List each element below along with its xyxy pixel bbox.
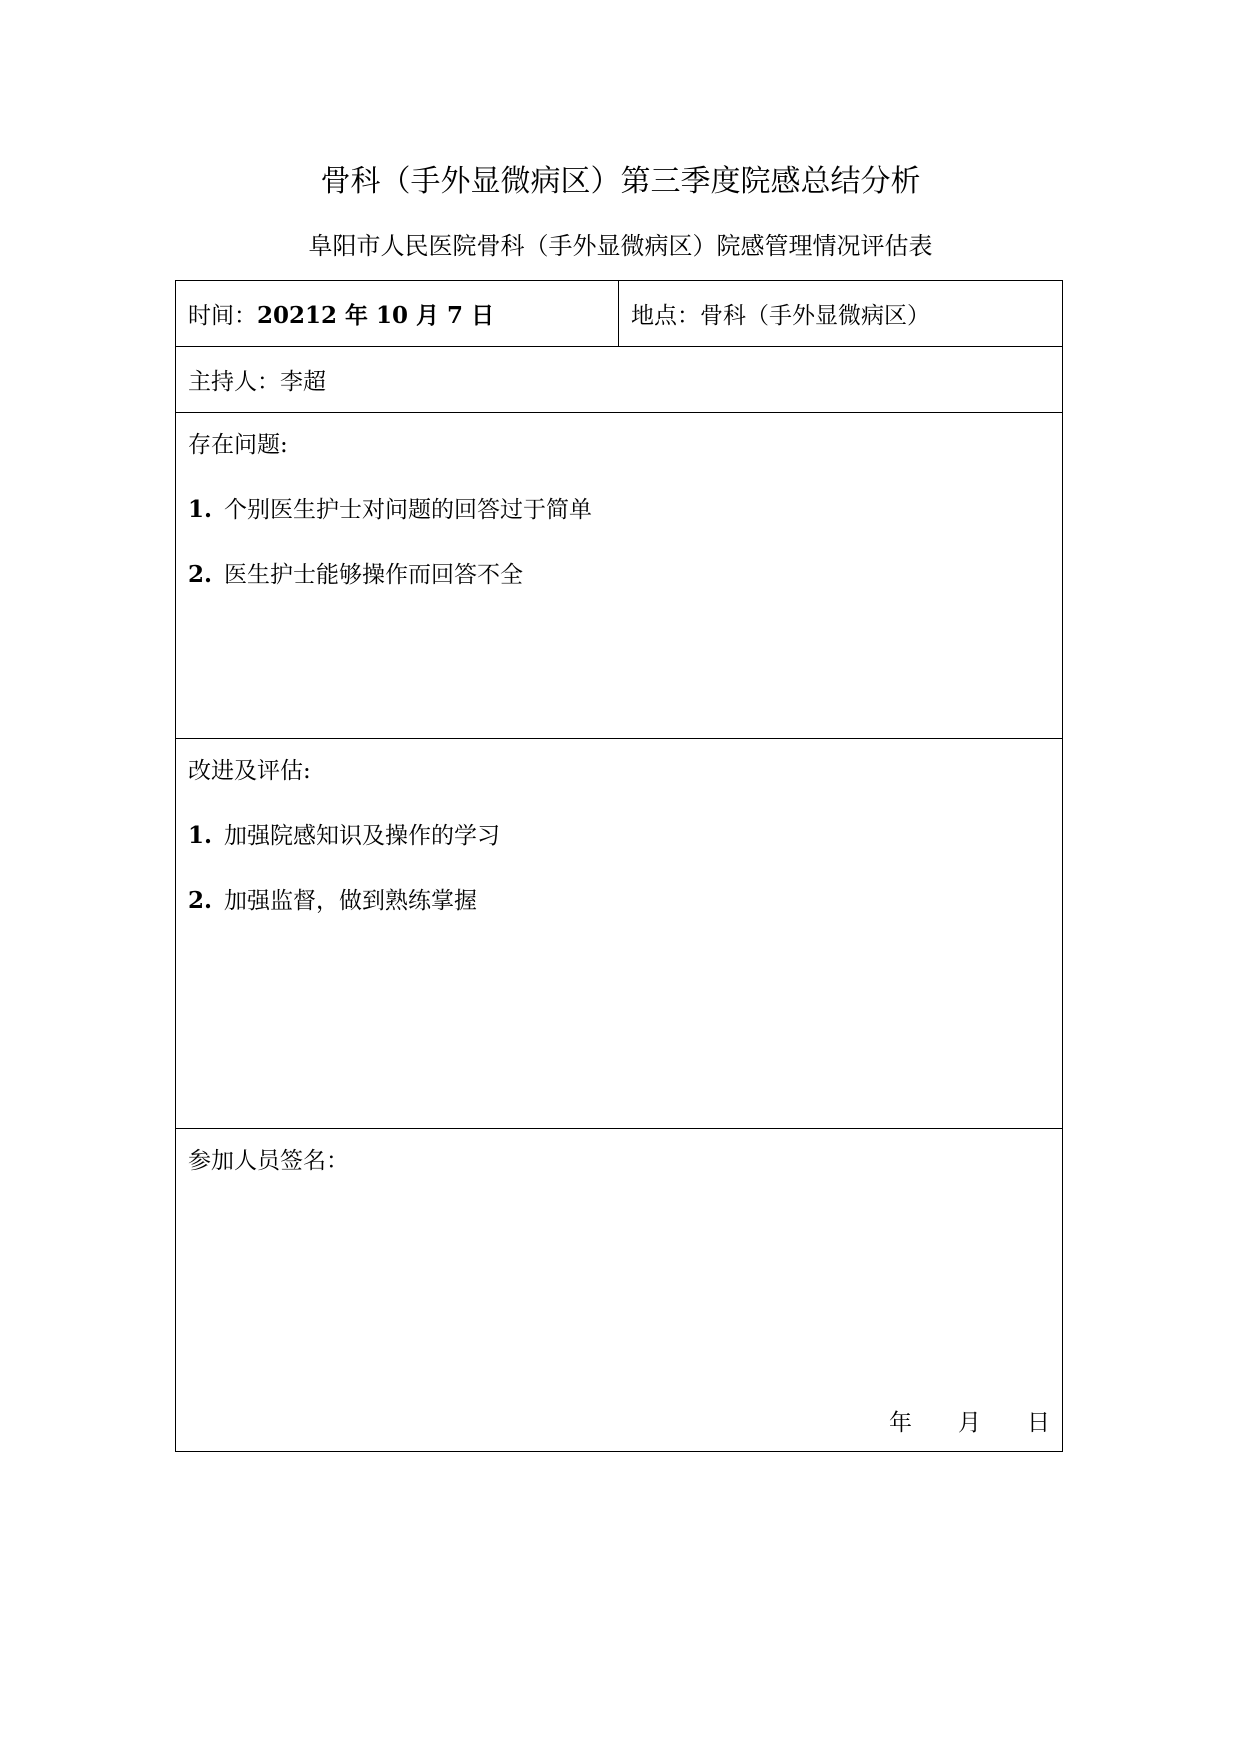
time-cell [176, 281, 619, 346]
improvement-row [176, 739, 1062, 1129]
host-value: 李超 [280, 369, 326, 395]
problems-section [188, 427, 1050, 593]
signature-row [176, 1129, 1062, 1453]
list-item-number: 2. [188, 561, 213, 588]
place-value: 骨科（手外显微病区） [700, 303, 930, 329]
improvement-heading: 改进及评估: [188, 758, 311, 784]
list-item-number: 1. [188, 822, 213, 849]
list-item-text: 医生护士能够操作而回答不全 [224, 562, 523, 588]
improvement-section [188, 753, 1050, 919]
place-cell [619, 281, 1064, 346]
list-item-text: 加强监督，做到熟练掌握 [224, 888, 477, 914]
problems-heading: 存在问题: [188, 432, 288, 458]
list-item-number: 1. [188, 496, 213, 523]
time-value: 20212 年 10 月 7 日 [257, 302, 495, 329]
signature-heading: 参加人员签名： [188, 1148, 349, 1174]
time-label: 时间： [188, 303, 257, 329]
document-title: 骨科（手外显微病区）第三季度院感总结分析 [320, 164, 921, 199]
year-label: 年 [889, 1410, 912, 1436]
signature-section [188, 1143, 1050, 1179]
list-item [188, 557, 1050, 593]
list-item [188, 883, 1050, 919]
list-item-text: 个别医生护士对问题的回答过于简单 [224, 497, 592, 523]
list-item [188, 818, 1050, 854]
time-place-row [176, 281, 1062, 347]
signature-date [843, 1404, 1050, 1437]
host-label: 主持人： [188, 369, 280, 395]
host-cell [176, 347, 1062, 412]
assessment-form-table [175, 280, 1063, 1452]
document-subtitle: 阜阳市人民医院骨科（手外显微病区）院感管理情况评估表 [308, 232, 933, 260]
list-item-number: 2. [188, 887, 213, 914]
list-item [188, 492, 1050, 528]
place-label: 地点： [631, 303, 700, 329]
day-label: 日 [1027, 1410, 1050, 1436]
host-row [176, 347, 1062, 413]
month-label: 月 [958, 1410, 981, 1436]
problems-row [176, 413, 1062, 739]
list-item-text: 加强院感知识及操作的学习 [224, 823, 500, 849]
